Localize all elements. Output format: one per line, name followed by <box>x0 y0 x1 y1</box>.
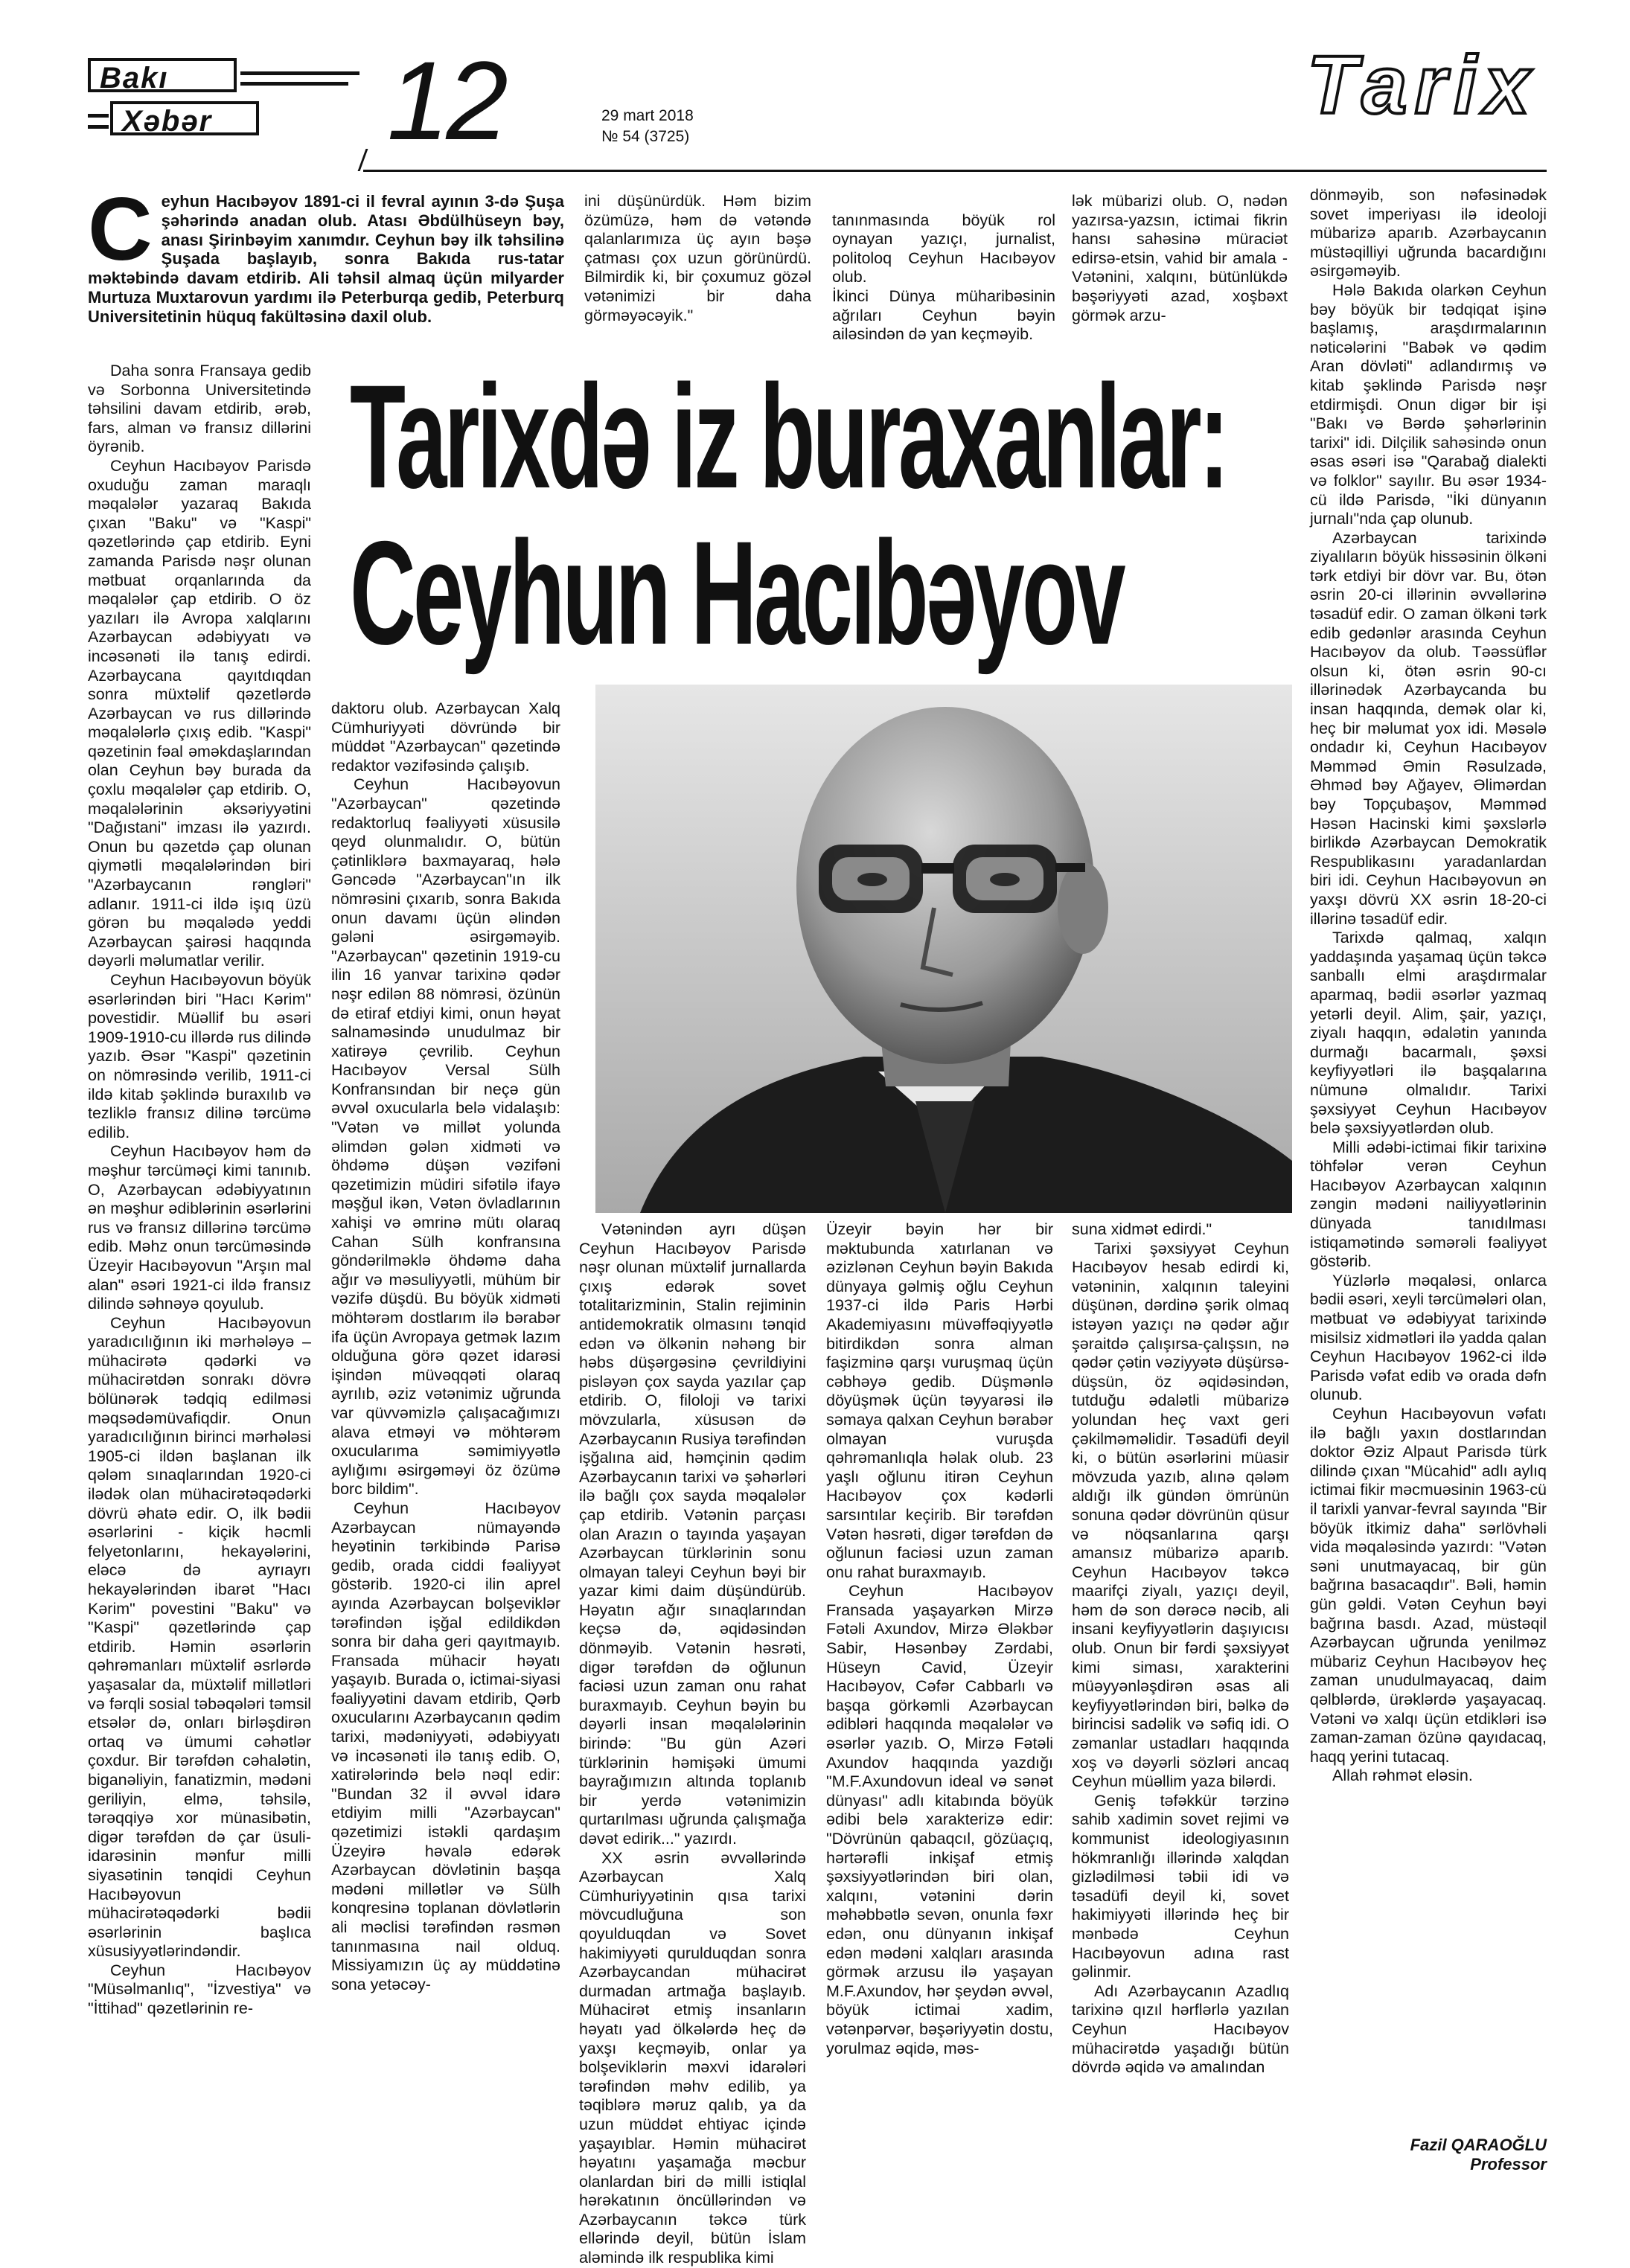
issue-number: № 54 (3725) <box>601 128 690 145</box>
paragraph: Ceyhun Hacıbəyov Azərbaycan nümayəndə heyətinin tərkibində Parisə gedib, orada ciddi fəaliyyət göstərib. 1920-ci ilin aprel ayında Azərbaycan bolşeviklər tərəfindən işğal edildikdən sonra bir daha geri qayıtmayıb. Fransada mühacir həyatı yaşayıb. Burada o, ictimai-siyasi fəaliyyətini davam etdirib, Qərb oxucularını Azərbaycanın qədim tarixi, mədəniyyəti, ədəbiyyatı və incəsənəti ilə tanış edib. O, xatirələrində belə nəql edir: "Bundan 32 il əvvəl idarə etdiyim milli "Azərbaycan" qəzetimizi istəkli qardaşım Üzeyirə həvalə edərək Azərbaycan dövlətinin başqa mədəni millətlər və Sülh konqresinə toplanan dövlətlərin ali məclisi tərəfindən rəsmən tanınmasına nail olduq. Missiyamızın üç ay müddətinə sona yetəcəy- <box>331 1499 560 1993</box>
paragraph: Geniş təfəkkür tərzinə sahib xadimin sovet rejimi və kommunist ideologiyasının hökmranlığı illərində xalqdan gizlədilməsi təbii idi və təsadüfi deyil ki, sovet hakimiyyəti illərində heç bir mənbədə Ceyhun Hacıbəyovun adına rast gəlinmir. <box>1072 1791 1289 1982</box>
paragraph: suna xidmət edirdi." <box>1072 1220 1212 1238</box>
paragraph: Ceyhun Hacıbəyov Fransada yaşayarkən Mirzə Fətəli Axundov, Mirzə Ələkbər Sabir, Həsənbəy Zərdabi, Hüseyn Cavid, Üzeyir Hacıbəyov, Cəfər Cabbarlı və başqa görkəmli Azərbaycan ədibləri haqqında məqalələr və əsərlər yazıb. O, Mirzə Fətəli Axundov haqqında yazdığı "M.F.Axundovun ideal və sənət dünyası" adlı kitabında böyük ədibi belə xarakterizə edir: "Dövrünün qabaqcıl, gözüaçıq, hərtərəfli inkişaf etmiş şəxsiyyətlərindən biri olan, xalqını, vətənini dərin məhəbbətlə sevən, onunla fəxr edən, onu dünyanın inkişaf edən mədəni xalqları arasında görmək arzusu ilə yaşayan M.F.Axundov, hər şeydən əvvəl, böyük ictimai xadim, vətənpərvər, bəşəriyyətin dostu, yorulmaz əqidə, məs- <box>826 1582 1053 2057</box>
logo-top-word: Bakı <box>88 58 237 92</box>
paragraph: Üzeyir bəyin hər bir məktubunda xatırlanan və əzizlənən Ceyhun bəyin Bakıda dünyaya gəlmiş oğlu Ceyhun 1937-ci ildə Paris Hərbi Akademiyasını müvəffəqiyyətlə bitirdikdən sonra alman faşizminə qarşı vuruşmaq üçün cəbhəyə gedib. Düşmənlə döyüşmək üçün təyyarəsi ilə səmaya qalxan Ceyhun bərabər olmayan vuruşda qəhrəmanlıqla həlak olub. 23 yaşlı oğlunu itirən Ceyhun Hacıbəyov çox kədərli sarsıntılar keçirib. Bir tərəfdən Vətən həsrəti, digər tərəfdən də oğlunun faciəsi uzun zaman onu rahat buraxmayıb. <box>826 1220 1053 1581</box>
portrait-photo <box>595 685 1292 1213</box>
issue-date-block <box>601 106 694 147</box>
paragraph: Tarixi şəxsiyyət Ceyhun Hacıbəyov hesab edirdi ki, vətəninin, xalqının taleyini düşünən, dərdinə şərik olmaq istəyən yazıçı nə qədər ağır şəraitdə çalışırsa-çalışsın, nə qədər çətin vəziyyətə düşürsə-düşsün, öz əqidəsindən, tutduğu ədalətli mübarizə yolundan heç vaxt geri çəkilməməlidir. Təsadüfi deyil ki, o bütün əsərlərini müasir mövzuda yazıb, alınə qələm aldığı ilk gündən ömrünün sonuna qədər dövrünün qüsur və nöqsanlarına qarşı amansız mübarizə aparıb. Ceyhun Hacıbəyov təkcə maarifçi ziyalı, yazıçı deyil, həm də son dərəcə nəcib, ali insani keyfiyyətlərin daşıyıcısı olub. Onun bir fərdi şəxsiyyət kimi siması, xarakterini müəyyənləşdirən əsas ali keyfiyyətlərindən biri, bəlkə də birincisi sadəlik və səfiq idi. O zəmanlar ustadları haqqında xoş və dəyərli sözləri ancaq Ceyhun müəllim yaza bilərdi. <box>1072 1239 1289 1791</box>
page-number: 12 <box>387 38 505 163</box>
column-3-top: tanınmasında böyük rol oynayan yazıçı, jurnalist, politoloq Ceyhun Hacıbəyov olub. İkinci Dünya müharibəsinin ağrıları Ceyhun bəyin ailəsindən də yan keçməyib. <box>832 211 1055 344</box>
paragraph: Ceyhun Hacıbəyovun yaradıcılığının iki mərhələyə – mühacirətə qədərki və mühacirətdən sonrakı dövrə bölünərək tədqiq edilməsi məqsədəmüvafiqdir. Onun yaradıcılığının birinci mərhələsi 1905-ci ildən başlanan ilk qələm sınaqlarından 1920-ci ilədək olan mühacirətəqədərki dövrü əhatə edir. O, ilk bədii əsərlərini - kiçik həcmli felyetonlarını, hekayələrini, eləcə də ayrıayrı hekayələrindən ibarət "Hacı Kərim" povestini "Baku" və "Kaspi" qəzetlərində çap etdirib. Həmin əsərlərin qəhrəmanları müxtəlif əsrlərdə yaşasalar da, müxtəlif millətləri və fərqli sosial təbəqələri təmsil etsələr də, onları birləşdirən ortaq və ümumi cəhətlər çoxdur. Bir tərəfdən cəhalətin, biganəliyin, fanatizmin, mədəni geriliyin, elmə, təhsilə, tərəqqiyə xor münasibətin, digər tərəfdən də çar üsuli-idarəsinin mənfur milli siyasətinin tənqidi Ceyhun Hacıbəyovun mühacirətəqədərki bədii əsərlərinin başlıca xüsusiyyətlərindəndir. <box>88 1313 311 1961</box>
column-3-bottom <box>579 1220 806 2267</box>
paragraph: Allah rəhmət eləsin. <box>1332 1766 1473 1785</box>
newspaper-logo <box>88 58 363 140</box>
paragraph: dönməyib, son nəfəsinədək sovet imperiyası ilə ideoloji mübarizə aparıb. Azərbaycanın müstəqilliyi uğrunda bacardığını əsirgəməyib. <box>1310 186 1547 281</box>
article-headline <box>350 354 1303 675</box>
issue-date: 29 mart 2018 <box>601 107 694 124</box>
headline-line-1: Tarixdə iz buraxanlar: <box>350 354 1227 519</box>
column-2-bottom <box>331 699 560 2162</box>
paragraph: Yüzlərlə məqaləsi, onlarca bədii əsəri, xeyli tərcümələri olan, mətbuat və ədəbiyyat tarixində misilsiz xidmətləri ilə yadda qalan Ceyhun Hacıbəyov 1962-ci ildə Parisdə vəfat edib və orada dəfn olunub. <box>1310 1271 1547 1404</box>
paragraph: Milli ədəbi-ictimai fikir tarixinə töhfələr verən Ceyhun Hacıbəyov Azərbaycan xalqının zəngin mədəni nailiyyətlərinin dünyada tanıdılması istiqamətində səmərəli fəaliyyət göstərib. <box>1310 1138 1547 1271</box>
column-2-top: ini düşünürdük. Həm bizim özümüzə, həm də vətəndə qalanlarımıza üç ayın bəşə çatması çox uzun görünürdü. Bilmirdik ki, bir çoxumuz gözəl vətənimizi bir daha görməyəcəyik." <box>584 192 811 324</box>
masthead-rule <box>363 170 1547 172</box>
paragraph: Adı Azərbaycanın Azadlıq tarixinə qızıl hərflərlə yazılan Ceyhun Hacıbəyov mühacirətdə yaşadığı bütün dövrdə əqidə və amalından <box>1072 1982 1289 2077</box>
masthead-slash <box>358 149 377 171</box>
article-lead <box>88 179 564 327</box>
portrait-illustration <box>595 685 1292 1213</box>
logo-line <box>88 125 109 129</box>
lead-text: eyhun Hacıbəyov 1891-ci il fevral ayının 3-də Şuşa şəhərində anadan olub. Atası Əbdülhüseyn bəy, anası Şirinbəyim xanımdır. Ceyhun bəy ilk təhsilinə Şuşada başlayıb, sonra Bakıda rus-tatar məktəbində davam etdirib. Ali təhsil almaq üçün milyarder Murtuza Muxtarovun yardımı ilə Peterburqa gedib, Peterburq Universitetinin hüquq fakültəsinə daxil olub. <box>88 192 564 326</box>
paragraph: XX əsrin əvvəllərində Azərbaycan Xalq Cümhuriyyətinin qısa tarixi mövcudluğuna son qoyulduqdan və Sovet hakimiyyəti qurulduqdan sonra Azərbaycandan mühacirət durmadan artmağa başlayıb. Mühacirət etmiş insanların həyatı yad ölkələrdə heç də yaxşı keçməyib, onlar ya bolşeviklərin məxvi idarələri tərəfindən məhv edilib, ya təqiblərə məruz qalıb, ya da uzun müddət ehtiyac içində yaşayıblar. Həmin mühacirət həyatını yaşamağa məcbur olanlardan biri də milli istiqlal hərəkatının öncüllərindən və Azərbaycanın təkcə türk ellərində deyil, bütün İslam aləmində ilk respublika kimi <box>579 1848 806 2267</box>
logo-bottom-word: Xəbər <box>110 101 259 135</box>
drop-cap: C <box>88 179 153 279</box>
author-signature <box>1310 2136 1547 2174</box>
paragraph: Azərbaycan tarixində ziyalıların böyük hissəsinin ölkəni tərk etdiyi bir dövr var. Bu, ötən əsrin 20-ci illərinin əvvəllərinə təsadüf edir. O zaman ölkəni tərk edib gedənlər arasında Ceyhun Hacıbəyov da olub. Təəssüflər olsun ki, ötən əsrin 90-cı illərinədək Azərbaycanda bu insan haqqında, demək olar ki, heç bir məlumat yox idi. Məsələ ondadır ki, Ceyhun Hacıbəyov Məmməd Əmin Rəsulzadə, Əhməd bəy Ağayev, Əlimərdan bəy Topçubaşov, Məmməd Həsən Hacinski kimi şəxslərlə birlikdə Azərbaycan Demokratik Respublikasını yaradanlardan biri idi. Ceyhun Hacıbəyovun ən yaxşı dövrü XX əsrin 18-20-ci illərinə təsadüf edir. <box>1310 528 1547 928</box>
logo-line <box>88 114 109 118</box>
column-6 <box>1310 186 1547 2121</box>
paragraph: Ceyhun Hacıbəyovun "Azərbaycan" qəzetində redaktorluq fəaliyyəti xüsusilə qeyd olunmalıdır. O, bütün çətinliklərə baxmayaraq, hələ Gəncədə "Azərbaycan"ın ilk nömrəsini çıxarıb, sonra Bakıda onun davamı üçün əlindən gələni əsirgəməyib. "Azərbaycan" qəzetinin 1919-cu ilin 16 yanvar tarixinə qədər nəşr edilən 88 nömrəsi, özünün də etiraf etdiyi kimi, onun həyat salnaməsində unudulmaz bir xatirəyə çevrilib. Ceyhun Hacıbəyov Versal Sülh Konfransından bir neçə gün əvvəl oxucularla belə vidalaşıb: "Vətən və millət yolunda əlimdən gələn xidməti və öhdəmə düşən vəzifəni qəzetimizin müdiri sifətilə ifayə məşğul ikən, Vətən övladlarının xahişi və əmrinə mütı olaraq Cahan Sülh konfransına göndərilməklə öhdəmə daha ağır və məsuliyyətli, mühüm bir vəzifə düşdü. Bu böyük xidməti möhtərəm dostlarım ilə bərabər ifa üçün Avropaya getmək lazım olduğuna görə qəzet idarəsi işindən müvəqqəti olaraq ayrılıb, əziz vətənimiz uğrunda var qüvvəmizlə çalışacağımızı alava etməyi və möhtərəm oxucularıma səmimiyyətlə aylığımı əsirgəməyi öz özümə borc bildim". <box>331 775 560 1499</box>
paragraph: Daha sonra Fransaya gedib və Sorbonna Universitetində təhsilini davam etdirib, ərəb, fars, alman və fransız dillərini öyrənib. <box>88 362 311 456</box>
paragraph: Ceyhun Hacıbəyovun vəfatı ilə bağlı yaxın dostlarından doktor Əziz Alpaut Parisdə türk dilində çıxan "Mücahid" adlı aylıq ictimai fikir məcmuəsinin 1963-cü il tarixli yanvar-fevral sayında "Bir böyük itkimiz daha" sərlövhəli vida məqaləsində yazırdı: "Vətən səni unutmayacaq, bir gün bağrına basacaqdır". Bəli, həmin gün gəldi. Vətən Ceyhun bəyi bağrına basdı. Azad, müstəqil Azərbaycan uğrunda yenilməz mübariz Ceyhun Hacıbəyov heç zaman unudulmayacaq, daim qəlblərdə, ürəklərdə yaşayacaq. Vətəni və xalqı üçün etdikləri isə zaman-zaman özünə qayıdacaq, haqq yerini tutacaq. <box>1310 1405 1547 1766</box>
section-title: Tarix <box>1307 39 1537 131</box>
column-4-top: lək mübarizi olub. O, nədən yazırsa-yazsın, ictimai fikrin hansı sahəsinə müraciət edirsə-etsin, vahid bir amala - Vətənini, xalqını, bütünlükdə bəşəriyyəti azad, xoşbəxt görmək arzu- <box>1072 192 1288 324</box>
paragraph: Tarixdə qalmaq, xalqın yaddaşında yaşamaq üçün təkcə sanballı elmi araşdırmalar aparmaq, bədii əsərlər yazmaq yetərli deyil. Alim, şair, yazıçı, ziyalı haqqın, ədalətin yanında durmağı bacarmalı, şəxsi keyfiyyətləri ilə başqalarına nümunə olmalıdır. Tarixi şəxsiyyət Ceyhun Hacıbəyov belə şəxsiyyətlərdən olub. <box>1310 929 1547 1138</box>
paragraph: Ceyhun Hacıbəyovun böyük əsərlərindən biri "Hacı Kərim" povestidir. Müəllif bu əsəri 1909-1910-cu illərdə rus dilində yazıb. Əsər "Kaspi" qəzetinin on nömrəsində verilib, 1911-ci ildə kitab şəklində buraxılıb və tezliklə fransız dilinə tərcümə edilib. <box>88 971 311 1141</box>
headline-line-2: Ceyhun Hacıbəyov <box>350 510 1123 675</box>
paragraph: Ceyhun Hacıbəyov "Müsəlmanlıq", "İzvestiya" və "İttihad" qəzetlərinin re- <box>88 1961 311 2018</box>
logo-line <box>240 82 348 86</box>
paragraph: Vətənindən ayrı düşən Ceyhun Hacıbəyov Parisdə nəşr olunan müxtəlif jurnallarda çıxış edərək sovet totalitarizminin, Stalin rejiminin antidemokratik olmasını tənqid edən və ölkənin nəhəng bir həbs düşərgəsinə çevrildiyini pisləyən çox sayda yazılar çap etdirib. O, filoloji və tarixi mövzularla, xüsusən də Azərbaycanın Rusiya tərəfindən işğalına aid, həmçinin qədim Azərbaycanın tarixi və şəhərləri ilə bağlı çox sayda məqalələr çap etdirib. Vətənin parçası olan Arazın o tayında yaşayan Azərbaycan türklərinin sonu olmayan taleyi Ceyhun bəyi bir yazar kimi daim düşündürüb. Həyatın ağır sınaqlarından keçsə də, əqidəsindən dönməyib. Vətənin həsrəti, digər tərəfdən də oğlunun faciəsi uzun zaman onu rahat buraxmayıb. Ceyhun bəyin bu dəyərli insan məqalələrinin birində: "Bu gün Azəri türklərinin həmişəki ümumi bayrağımızın altında toplanıb bir yerdə vətənimizin qurtarılması uğrunda çalışmağa dəvət edirik..." yazırdı. <box>579 1220 806 1848</box>
column-4-bottom <box>826 1220 1053 2162</box>
paragraph: Ceyhun Hacıbəyov Parisdə oxuduğu zaman maraqlı məqalələr yazaraq Bakıda çıxan "Baku" və "Kaspi" qəzetlərində çap etdirib. Eyni zamanda Parisdə nəşr olunan mətbuat orqanlarında da məqalələr çap etdirib. O öz yazıları ilə Avropa xalqlarını Azərbaycan ədəbiyyatı və incəsənəti ilə tanış edirdi. Azərbaycana qayıtdıqdan sonra müxtəlif qəzetlərdə Azərbaycan və rus dillərində məqalələrlə çıxış edib. "Kaspi" qəzetinin fəal əməkdaşlarından olan Ceyhun bəy burada da çoxlu məqalələr çap etdirib. O, məqalələrinin əksəriyyətini "Dağıstani" imzası ilə yazırdı. Onun bu qəzetdə çap olunan qiymətli məqalələrindən biri "Azərbaycanın rəngləri" adlanır. 1911-ci ildə işıq üzü görən bu məqalədə yeddi Azərbaycan şairəsi haqqında dəyərli məlumatlar verilir. <box>88 456 311 970</box>
paragraph: daktoru olub. Azərbaycan Xalq Cümhuriyyəti dövründə bir müddət "Azərbaycan" qəzetində redaktor vəzifəsində çalışıb. <box>331 699 560 775</box>
author-title: Professor <box>1470 2155 1547 2174</box>
column-5-bottom <box>1072 1220 1289 2162</box>
column-1 <box>88 362 311 2162</box>
logo-line <box>240 71 359 75</box>
paragraph: Hələ Bakıda olarkən Ceyhun bəy böyük bir tədqiqat işinə başlamış, araşdırmalarının nəticələrini "Babək və qədim Aran dövləti" adlandırmış və kitab şəklində Parisdə nəşr etdirmişdi. Onun digər bir işi "Bakı və Bərdə şəhərlərinin tarixi" idi. Dilçilik sahəsində onun əsas əsəri isə "Qarabağ dialekti və folklor" sayılır. Bu əsər 1934-cü ildə Parisdə, "İki dünyanın jurnalı"nda çap olunub. <box>1310 281 1547 528</box>
author-name: Fazil QARAOĞLU <box>1410 2136 1547 2154</box>
paragraph: Ceyhun Hacıbəyov həm də məşhur tərcüməçi kimi tanınıb. O, Azərbaycan ədəbiyyatının ən məşhur ədiblərinin əsərlərini rus və fransız dillərinə tərcümə edib. Məhz onun tərcüməsində Üzeyir Hacıbəyovun "Arşın mal alan" əsəri 1921-ci ildə fransız dilində səhnəyə qoyulub. <box>88 1142 311 1313</box>
